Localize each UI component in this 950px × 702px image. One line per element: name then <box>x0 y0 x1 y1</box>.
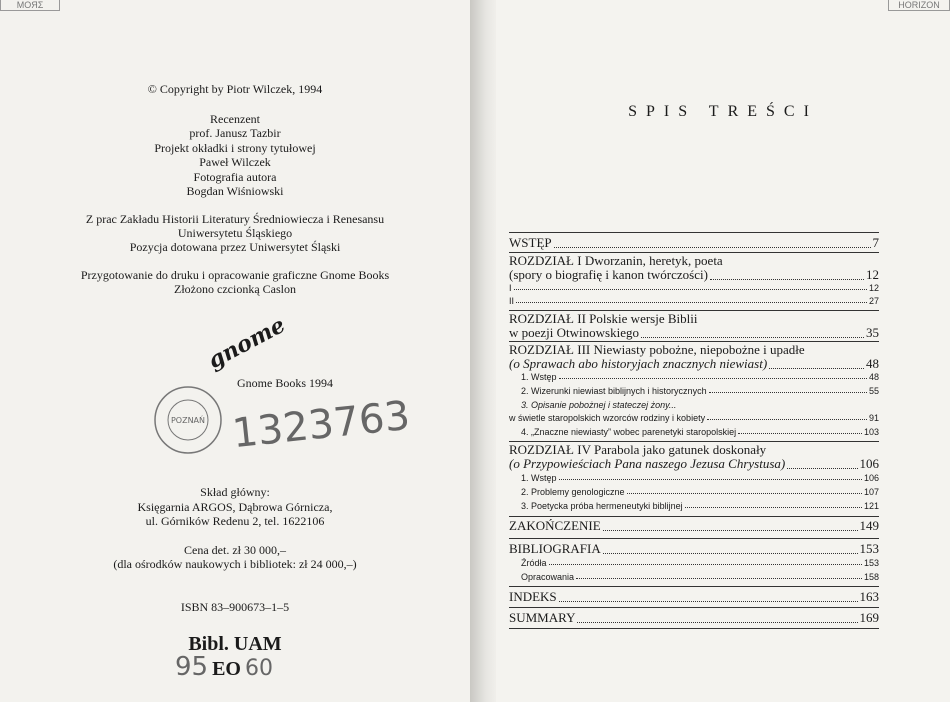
reviewer-label: Recenzent <box>210 112 260 126</box>
toc-chapter-title: ROZDZIAŁ IV Parabola jako gatunek doskonały <box>509 442 767 457</box>
toc-entry: 1. Wstęp 106 <box>521 473 879 483</box>
warehouse-line-2: ul. Górników Redenu 2, tel. 1622106 <box>145 514 325 528</box>
hand-note-left: 95 <box>175 652 209 682</box>
right-page <box>496 0 950 702</box>
handwritten-number: 1323763 <box>230 392 413 458</box>
toc-top-rule <box>509 232 879 233</box>
toc-divider <box>509 586 879 587</box>
copyright-line: © Copyright by Piotr Wilczek, 1994 <box>147 82 323 96</box>
left-page <box>0 0 470 702</box>
hand-note-right: 60 <box>245 656 273 681</box>
stamp-center-text: POZNAŃ <box>170 416 206 425</box>
toc-divider <box>509 516 879 517</box>
gnome-logo: gnome <box>203 311 290 375</box>
toc-chapter-title: ROZDZIAŁ I Dworzanin, heretyk, poeta <box>509 253 723 268</box>
corner-tag-right: HORIZON <box>888 0 950 11</box>
toc-entry: 3. Poetycka próba hermeneutyki biblijnej 121 <box>521 501 879 511</box>
toc-entry: BIBLIOGRAFIA 153 <box>509 541 879 556</box>
toc-entry: w poezji Otwinowskiego 35 <box>509 325 879 340</box>
book-gutter <box>470 0 496 702</box>
toc-entry: w świetle staropolskich wzorców rodziny i kobiety 91 <box>509 413 879 423</box>
toc-entry: II 27 <box>509 296 879 306</box>
publisher-line: Gnome Books 1994 <box>237 376 333 390</box>
toc-divider <box>509 538 879 539</box>
toc-entry: (o Sprawach abo historyjach znacznych niewiast) 48 <box>509 356 879 371</box>
toc-entry: INDEKS 163 <box>509 589 879 604</box>
isbn-line: ISBN 83–900673–1–5 <box>180 600 290 614</box>
library-stamp-line-2: EO <box>212 658 241 680</box>
toc-entry: ZAKOŃCZENIE 149 <box>509 518 879 533</box>
toc-entry: 2. Problemy genologiczne 107 <box>521 487 879 497</box>
toc-entry: I 12 <box>509 283 879 293</box>
toc-divider <box>509 607 879 608</box>
toc-subentry-title: 3. Opisanie pobożnej i stateczej żony... <box>521 400 677 410</box>
prep-line-1: Przygotowanie do druku i opracowanie graficzne Gnome Books <box>80 268 390 282</box>
library-round-stamp <box>153 385 223 455</box>
toc-chapter-title: ROZDZIAŁ III Niewiasty pobożne, niepobożne i upadłe <box>509 342 805 357</box>
toc-entry: WSTĘP 7 <box>509 235 879 250</box>
corner-tag-left: MOЯΣ <box>0 0 60 11</box>
toc-chapter-title: ROZDZIAŁ II Polskie wersje Biblii <box>509 311 698 326</box>
toc-entry: 2. Wizerunki niewiast biblijnych i historycznych 55 <box>521 386 879 396</box>
toc-heading: SPIS TREŚCI <box>628 103 818 120</box>
toc-entry: Opracowania 158 <box>521 572 879 582</box>
toc-entry: (o Przypowieściach Pana naszego Jezusa Chrystusa) 106 <box>509 456 879 471</box>
library-stamp-line-1: Bibl. UAM <box>188 633 282 655</box>
institute-line-1: Z prac Zakładu Historii Literatury Średniowiecza i Renesansu <box>85 212 385 226</box>
warehouse-label: Skład główny: <box>200 485 270 499</box>
toc-entry: SUMMARY 169 <box>509 610 879 625</box>
photo-name: Bogdan Wiśniowski <box>186 184 284 198</box>
toc-entry: (spory o biografię i kanon twórczości) 12 <box>509 267 879 282</box>
institute-line-2: Uniwersytetu Śląskiego <box>177 226 293 240</box>
reviewer-name: prof. Janusz Tazbir <box>189 126 281 140</box>
funding-line: Pozycja dotowana przez Uniwersytet Śląski <box>129 240 341 254</box>
price-line-2: (dla ośrodków naukowych i bibliotek: zł 24 000,–) <box>113 557 357 571</box>
library-stamp-row <box>175 652 273 682</box>
prep-line-2: Złożono czcionką Caslon <box>174 282 296 296</box>
toc-entry: 1. Wstęp 48 <box>521 372 879 382</box>
toc-entry: 4. „Znaczne niewiasty” wobec parenetyki staropolskiej 103 <box>521 427 879 437</box>
price-line-1: Cena det. zł 30 000,– <box>184 543 286 557</box>
cover-label: Projekt okładki i strony tytułowej <box>154 141 316 155</box>
toc-bottom-rule <box>509 628 879 629</box>
photo-label: Fotografia autora <box>193 170 277 184</box>
toc-entry: Źródła 153 <box>521 558 879 568</box>
cover-name: Paweł Wilczek <box>199 155 271 169</box>
warehouse-line-1: Księgarnia ARGOS, Dąbrowa Górnicza, <box>137 500 333 514</box>
